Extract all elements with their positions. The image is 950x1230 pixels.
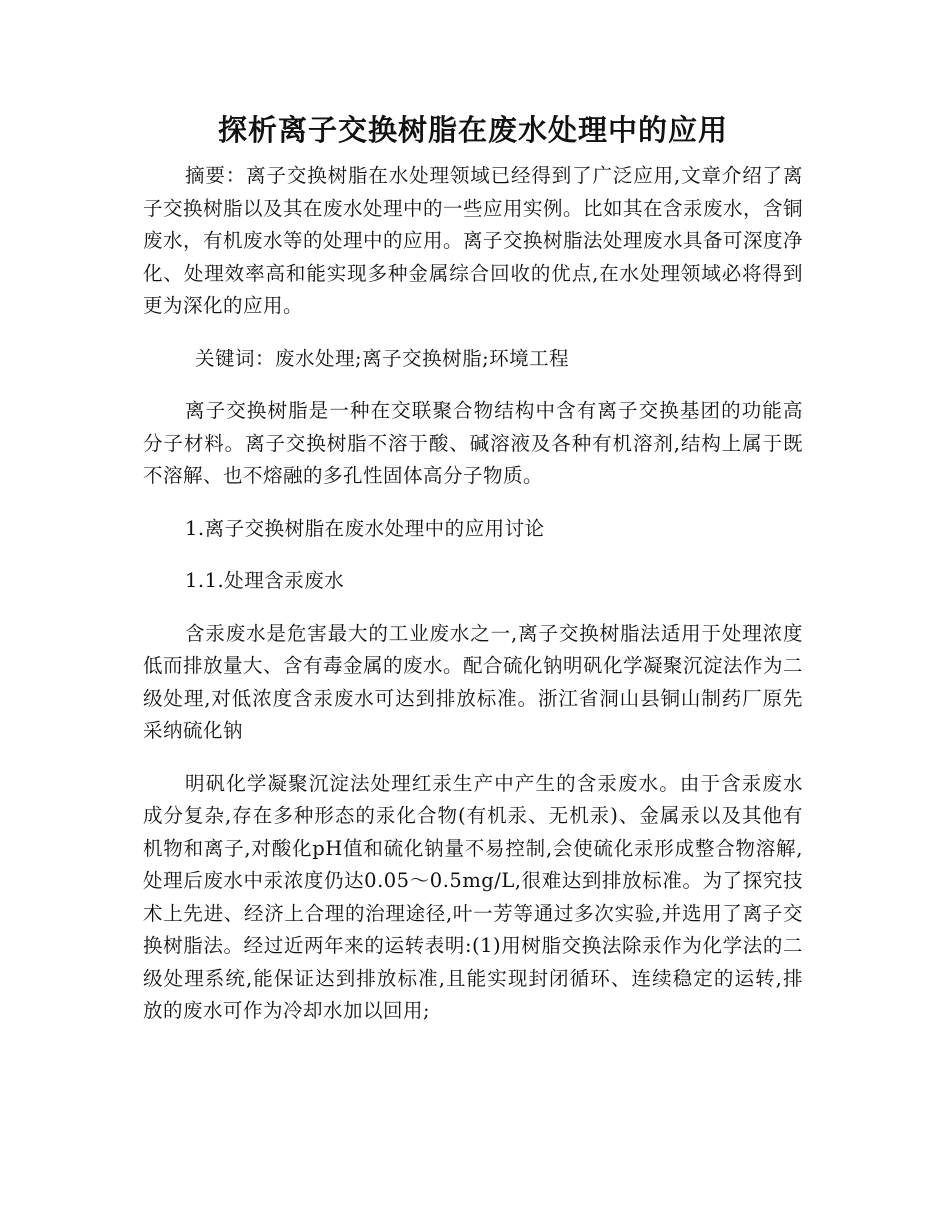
section-1-heading: 1.离子交换树脂在废水处理中的应用讨论: [185, 516, 545, 540]
mercury-paragraph-2: 明矾化学凝聚沉淀法处理红汞生产中产生的含汞废水。由于含汞废水成分复杂,存在多种形态的汞化合物(有机汞、无机汞)、金属汞以及其他有机物和离子,对酸化pH值和硫化钠量不易控制,会使硫化汞形成整合物溶解,处理后废水中汞浓度仍达0.05～0.5mg/L,很难达到排放标准。为了探究技术上先进、经济上合理的治理途径,叶一芳等通过多次实验,并选用了离子交换树脂法。经过近两年来的运转表明:(1)用树脂交换法除汞作为化学法的二级处理系统,能保证达到排放标准,且能实现封闭循环、连续稳定的运转,排放的废水可作为冷却水加以回用;: [143, 771, 803, 1022]
keywords-line: 关键词：废水处理;离子交换树脂;环境工程: [195, 346, 570, 370]
document-title: 探析离子交换树脂在废水处理中的应用: [217, 113, 728, 147]
intro-paragraph: 离子交换树脂是一种在交联聚合物结构中含有离子交换基团的功能高分子材料。离子交换树脂不溶于酸、碱溶液及各种有机溶剂,结构上属于既不溶解、也不熔融的多孔性固体高分子物质。: [143, 399, 803, 487]
mercury-paragraph-1: 含汞废水是危害最大的工业废水之一,离子交换树脂法适用于处理浓度低而排放量大、含有毒金属的废水。配合硫化钠明矾化学凝聚沉淀法作为二级处理,对低浓度含汞废水可达到排放标准。浙江省洞山县铜山制药厂原先采纳硫化钠: [143, 621, 804, 742]
section-1-1-heading: 1.1.处理含汞废水: [185, 569, 345, 592]
abstract-paragraph: 摘要：离子交换树脂在水处理领域已经得到了广泛应用,文章介绍了离子交换树脂以及其在废水处理中的一些应用实例。比如其在含汞废水，含铜废水，有机废水等的处理中的应用。离子交换树脂法处理废水具备可深度净化、处理效率高和能实现多种金属综合回收的优点,在水处理领域必将得到更为深化的应用。: [143, 164, 804, 317]
document-page: [143, 110, 803, 1028]
